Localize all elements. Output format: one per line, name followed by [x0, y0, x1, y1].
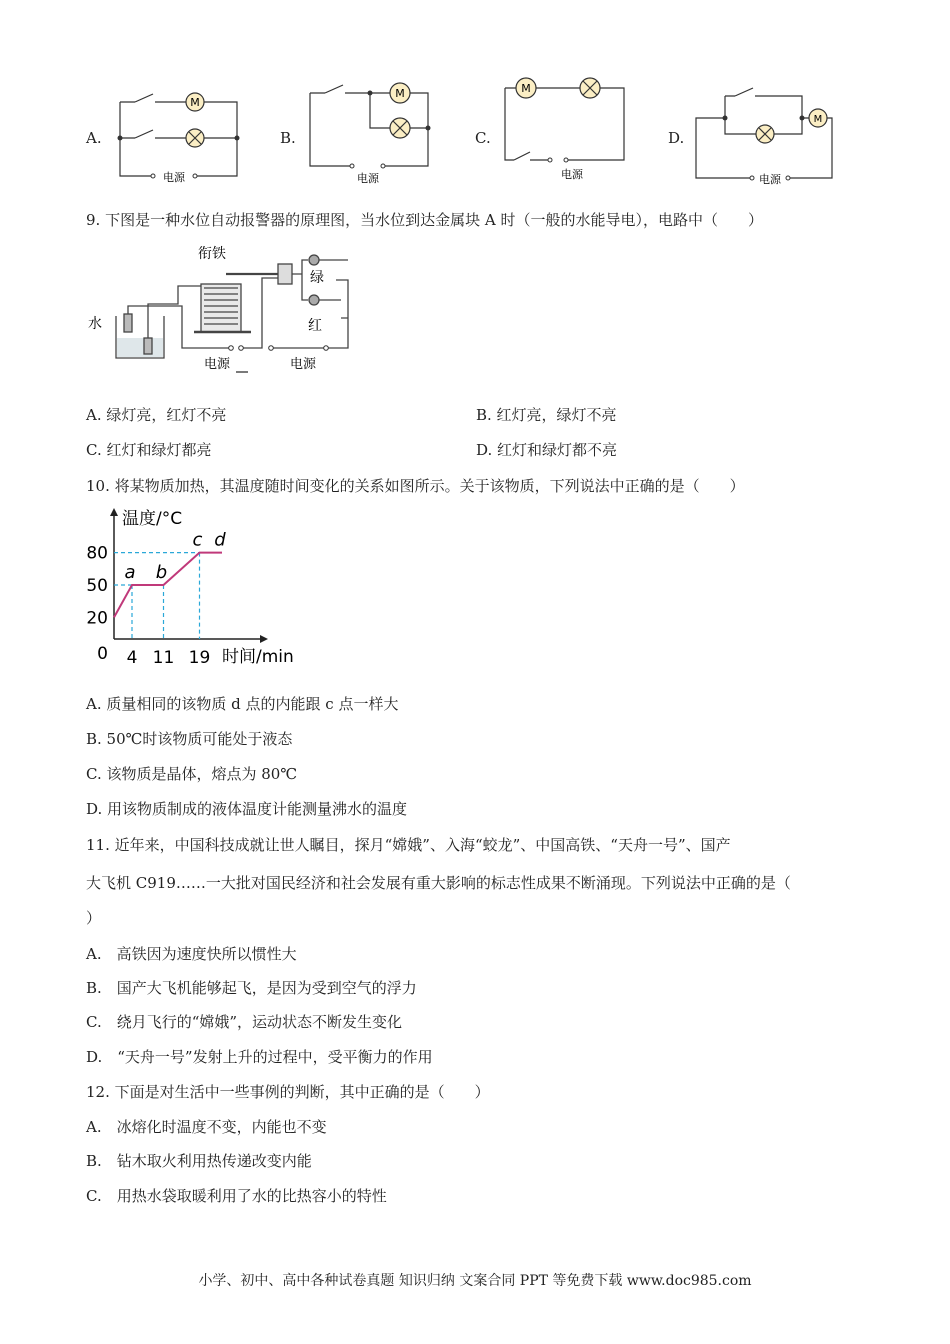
q8-circuit-d: [690, 82, 840, 188]
q10-option-c: C. 该物质是晶体，熔点为 80℃: [86, 765, 298, 783]
red-light-label: 红: [308, 318, 322, 334]
q9-stem: 9. 下图是一种水位自动报警器的原理图，当水位到达金属块 A 时（一般的水能导电），电路中（ ）: [86, 211, 763, 229]
q9-option-c: C. 红灯和绿灯都亮: [86, 441, 212, 459]
q11-option-d: D. “天舟一号”发射上升的过程中，受平衡力的作用: [86, 1048, 433, 1066]
power-source-label-1: 电源: [204, 357, 231, 372]
y-tick-label: 80: [86, 543, 108, 564]
y-axis-label: 温度/°C: [122, 509, 183, 529]
motor-symbol: M: [395, 87, 405, 100]
armature-label: 衔铁: [198, 246, 226, 262]
y-axis-arrow: [110, 508, 118, 516]
q8-option-c-label: C.: [475, 129, 491, 147]
q8-circuit-a: [105, 80, 245, 188]
x-axis-arrow: [260, 635, 268, 643]
power-source-label: 电源: [163, 171, 185, 184]
q8-circuit-b: [300, 78, 440, 188]
origin-label: 0: [97, 644, 108, 664]
point-label-c: c: [192, 529, 203, 551]
power-source-label: 电源: [759, 173, 781, 186]
q12-option-b: B. 钻木取火利用热传递改变内能: [86, 1152, 312, 1170]
motor-symbol: M: [813, 114, 823, 125]
q8-option-b-label: B.: [280, 129, 296, 147]
q12-stem: 12. 下面是对生活中一些事例的判断，其中正确的是（ ）: [86, 1083, 490, 1101]
x-tick-label: 19: [188, 648, 211, 668]
q9-option-b: B. 红灯亮，绿灯不亮: [476, 406, 617, 424]
point-label-a: a: [124, 562, 136, 583]
q10-stem: 10. 将某物质加热，其温度随时间变化的关系如图所示。关于该物质，下列说法中正确的是（ ）: [86, 477, 745, 495]
q10-option-a: A. 质量相同的该物质 d 点的内能跟 c 点一样大: [86, 695, 399, 713]
q9-option-a: A. 绿灯亮，红灯不亮: [86, 406, 227, 424]
power-source-label: 电源: [561, 168, 583, 181]
x-tick-label: 4: [126, 648, 138, 668]
q12-option-c: C. 用热水袋取暖利用了水的比热容小的特性: [86, 1187, 387, 1205]
q11-option-c: C. 绕月飞行的“嫦娥”，运动状态不断发生变化: [86, 1013, 403, 1031]
q11-stem-line3: ）: [86, 909, 102, 927]
q12-option-a: A. 冰熔化时温度不变，内能也不变: [86, 1118, 327, 1136]
green-light-label: 绿: [310, 270, 324, 286]
point-label-b: b: [155, 562, 168, 583]
power-source-label: 电源: [357, 172, 379, 185]
motor-symbol: M: [190, 96, 200, 109]
q11-stem-line2: 大飞机 C919……一大批对国民经济和社会发展有重大影响的标志性成果不断涌现。下列说法中正确的是（: [86, 874, 791, 892]
water-label: 水: [88, 316, 102, 332]
q9-option-d: D. 红灯和绿灯都不亮: [476, 441, 618, 459]
water-alarm-figure: [86, 238, 356, 376]
point-label-d: d: [214, 529, 226, 551]
q11-option-b: B. 国产大飞机能够起飞，是因为受到空气的浮力: [86, 979, 417, 997]
y-tick-label: 50: [86, 576, 108, 596]
q8-option-d-label: D.: [668, 129, 685, 147]
q10-option-b: B. 50℃时该物质可能处于液态: [86, 730, 293, 748]
q11-option-a: A. 高铁因为速度快所以惯性大: [86, 945, 297, 963]
x-tick-label: 11: [152, 648, 175, 668]
motor-symbol: M: [521, 82, 531, 95]
temperature-time-chart: [80, 502, 340, 674]
q10-option-d: D. 用该物质制成的液体温度计能测量沸水的温度: [86, 800, 408, 818]
q11-stem-line1: 11. 近年来，中国科技成就让世人瞩目，探月“嫦娥”、入海“蛟龙”、中国高铁、“天舟一号”、国产: [86, 836, 731, 854]
power-source-label-2: 电源: [290, 357, 317, 372]
y-tick-label: 20: [86, 608, 108, 629]
page-footer: 小学、初中、高中各种试卷真题 知识归纳 文案合同 PPT 等免费下载 www.doc985.com: [198, 1273, 752, 1289]
x-axis-label: 时间/min: [222, 647, 294, 667]
q8-option-a-label: A.: [86, 129, 102, 147]
q8-circuit-c: [500, 74, 630, 186]
